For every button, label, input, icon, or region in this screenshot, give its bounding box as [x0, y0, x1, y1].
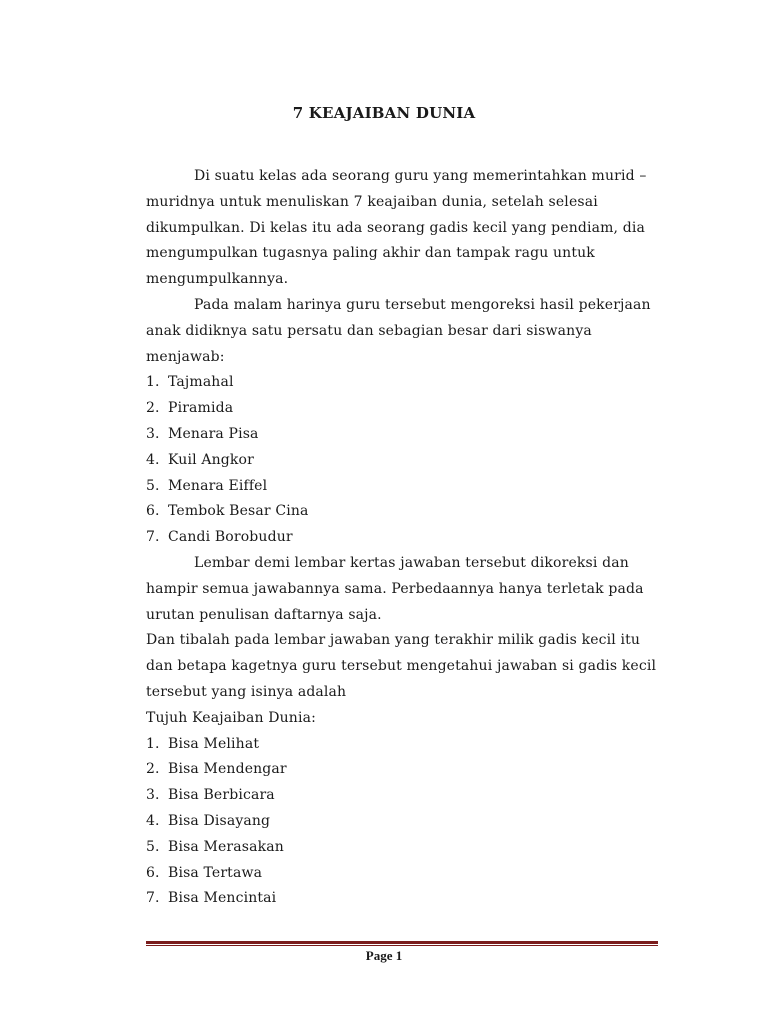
footer-divider — [146, 941, 658, 947]
list-heading: Tujuh Keajaiban Dunia: — [146, 709, 316, 726]
girl-answers-list — [146, 732, 666, 913]
paragraph-intro: Di suatu kelas ada seorang guru yang memerintahkan murid – muridnya untuk menuliskan 7 keajaiban dunia, setelah selesai dikumpulkan. Di kelas itu ada seorang gadis kecil yang pendiam, dia mengumpulkan tugasnya paling akhir dan tampak ragu untuk mengumpulkannya. — [146, 168, 647, 288]
list-item: 6. Bisa Tertawa — [146, 864, 263, 881]
document-body — [146, 164, 666, 912]
common-answers-list — [146, 370, 666, 551]
list-item: 7. Bisa Mencintai — [146, 890, 277, 907]
list-item: 7. Candi Borobudur — [146, 529, 293, 546]
list-item: 5. Bisa Merasakan — [146, 838, 284, 855]
list-item: 3. Menara Pisa — [146, 425, 259, 442]
list-item: 1. Tajmahal — [146, 374, 234, 391]
document-title: 7 KEAJAIBAN DUNIA — [292, 104, 476, 122]
footer-rule-thin — [146, 945, 658, 946]
paragraph-correction: Pada malam harinya guru tersebut mengoreksi hasil pekerjaan anak didiknya satu persatu dan sebagian besar dari siswanya menjawab: — [146, 296, 651, 365]
list-item: 5. Menara Eiffel — [146, 477, 268, 494]
paragraph-last-sheet: Dan tibalah pada lembar jawaban yang terakhir milik gadis kecil itu dan betapa kagetnya guru tersebut mengetahui jawaban si gadis kecil tersebut yang isinya adalah — [146, 632, 657, 700]
page-number: Page 1 — [365, 948, 403, 963]
list-item: 4. Kuil Angkor — [146, 451, 254, 468]
list-item: 2. Piramida — [146, 400, 234, 417]
list-item: 2. Bisa Mendengar — [146, 761, 287, 778]
list-item: 4. Bisa Disayang — [146, 812, 271, 829]
list-item: 6. Tembok Besar Cina — [146, 503, 309, 520]
paragraph-same-answers: Lembar demi lembar kertas jawaban tersebut dikoreksi dan hampir semua jawabannya sama. Perbedaannya hanya terletak pada urutan penulisan daftarnya saja. — [146, 554, 644, 623]
list-item: 3. Bisa Berbicara — [146, 787, 275, 804]
list-item: 1. Bisa Melihat — [146, 735, 260, 752]
